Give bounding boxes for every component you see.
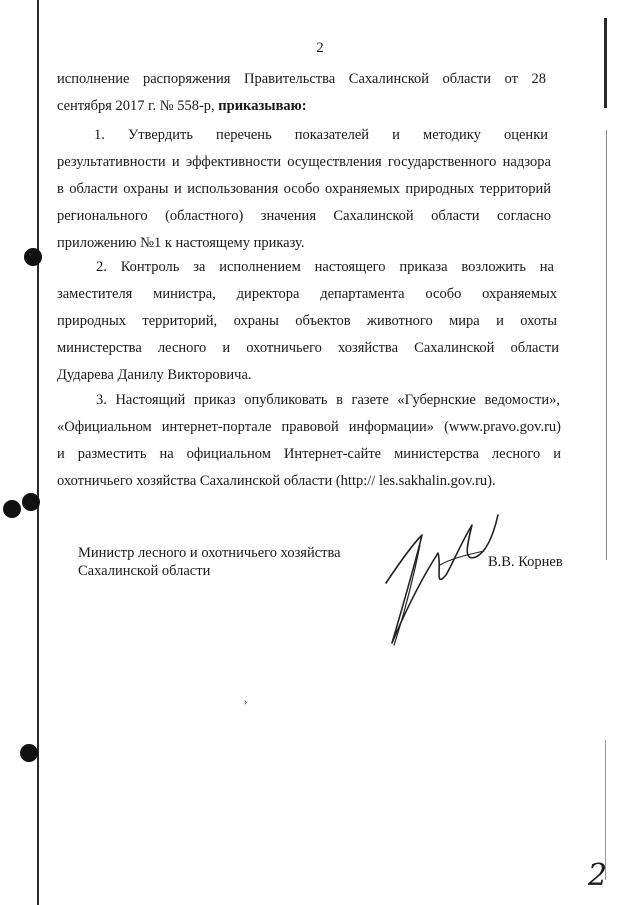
punch-hole-3	[22, 493, 40, 511]
left-scan-line	[37, 0, 39, 905]
paragraph-3-line-2: «Официальном интернет-портале правовой информации» (www.pravo.gov.ru)	[57, 419, 561, 435]
signatory-title	[78, 544, 341, 580]
paragraph-3-line-3: и разместить на официальном Интернет-сайте министерства лесного и	[57, 446, 561, 462]
punch-hole-2	[3, 500, 21, 518]
right-scan-line-mid	[606, 130, 607, 560]
paragraph-1-line-1: 1. Утвердить перечень показателей и методику оценки	[94, 127, 548, 143]
paragraph-1-line-3: в области охраны и использования особо охраняемых природных территорий	[57, 181, 551, 197]
text-line-2: сентября 2017 г. № 558-р, приказываю:	[57, 98, 307, 114]
paragraph-2-line-5: Дударева Данилу Викторовича.	[57, 367, 252, 383]
decree-word: приказываю:	[218, 98, 307, 114]
handwritten-signature	[380, 505, 520, 655]
paragraph-1-line-2: результативности и эффективности осуществления государственного надзора	[57, 154, 551, 170]
signatory-name: В.В. Корнев	[488, 554, 563, 570]
paragraph-3-line-4: охотничьего хозяйства Сахалинской области (http:// les.sakhalin.gov.ru).	[57, 473, 496, 489]
handwritten-page-mark: 2	[588, 858, 608, 893]
paragraph-2-line-4: министерства лесного и охотничьего хозяйства Сахалинской области	[57, 340, 559, 356]
paragraph-3-line-1: 3. Настоящий приказ опубликовать в газете «Губернские ведомости»,	[96, 392, 560, 408]
punch-hole-4	[20, 744, 38, 762]
paragraph-2-line-2: заместителя министра, директора департамента особо охраняемых	[57, 286, 557, 302]
punch-hole-1	[24, 248, 42, 266]
paragraph-2-line-1: 2. Контроль за исполнением настоящего приказа возложить на	[96, 259, 554, 275]
paragraph-2-line-3: природных территорий, охраны объектов животного мира и охоты	[57, 313, 557, 329]
paragraph-1-line-4: регионального (областного) значения Сахалинской области согласно	[57, 208, 551, 224]
page-number: 2	[316, 40, 324, 56]
text-line-1: исполнение распоряжения Правительства Сахалинской области от 28	[57, 71, 546, 87]
scan-speck: ›	[244, 697, 248, 708]
paragraph-1-line-5: приложению №1 к настоящему приказу.	[57, 235, 305, 251]
right-scan-line-top	[604, 18, 607, 108]
signatory-title-line-1: Министр лесного и охотничьего хозяйства	[78, 545, 341, 561]
signatory-title-line-2: Сахалинской области	[78, 563, 211, 579]
